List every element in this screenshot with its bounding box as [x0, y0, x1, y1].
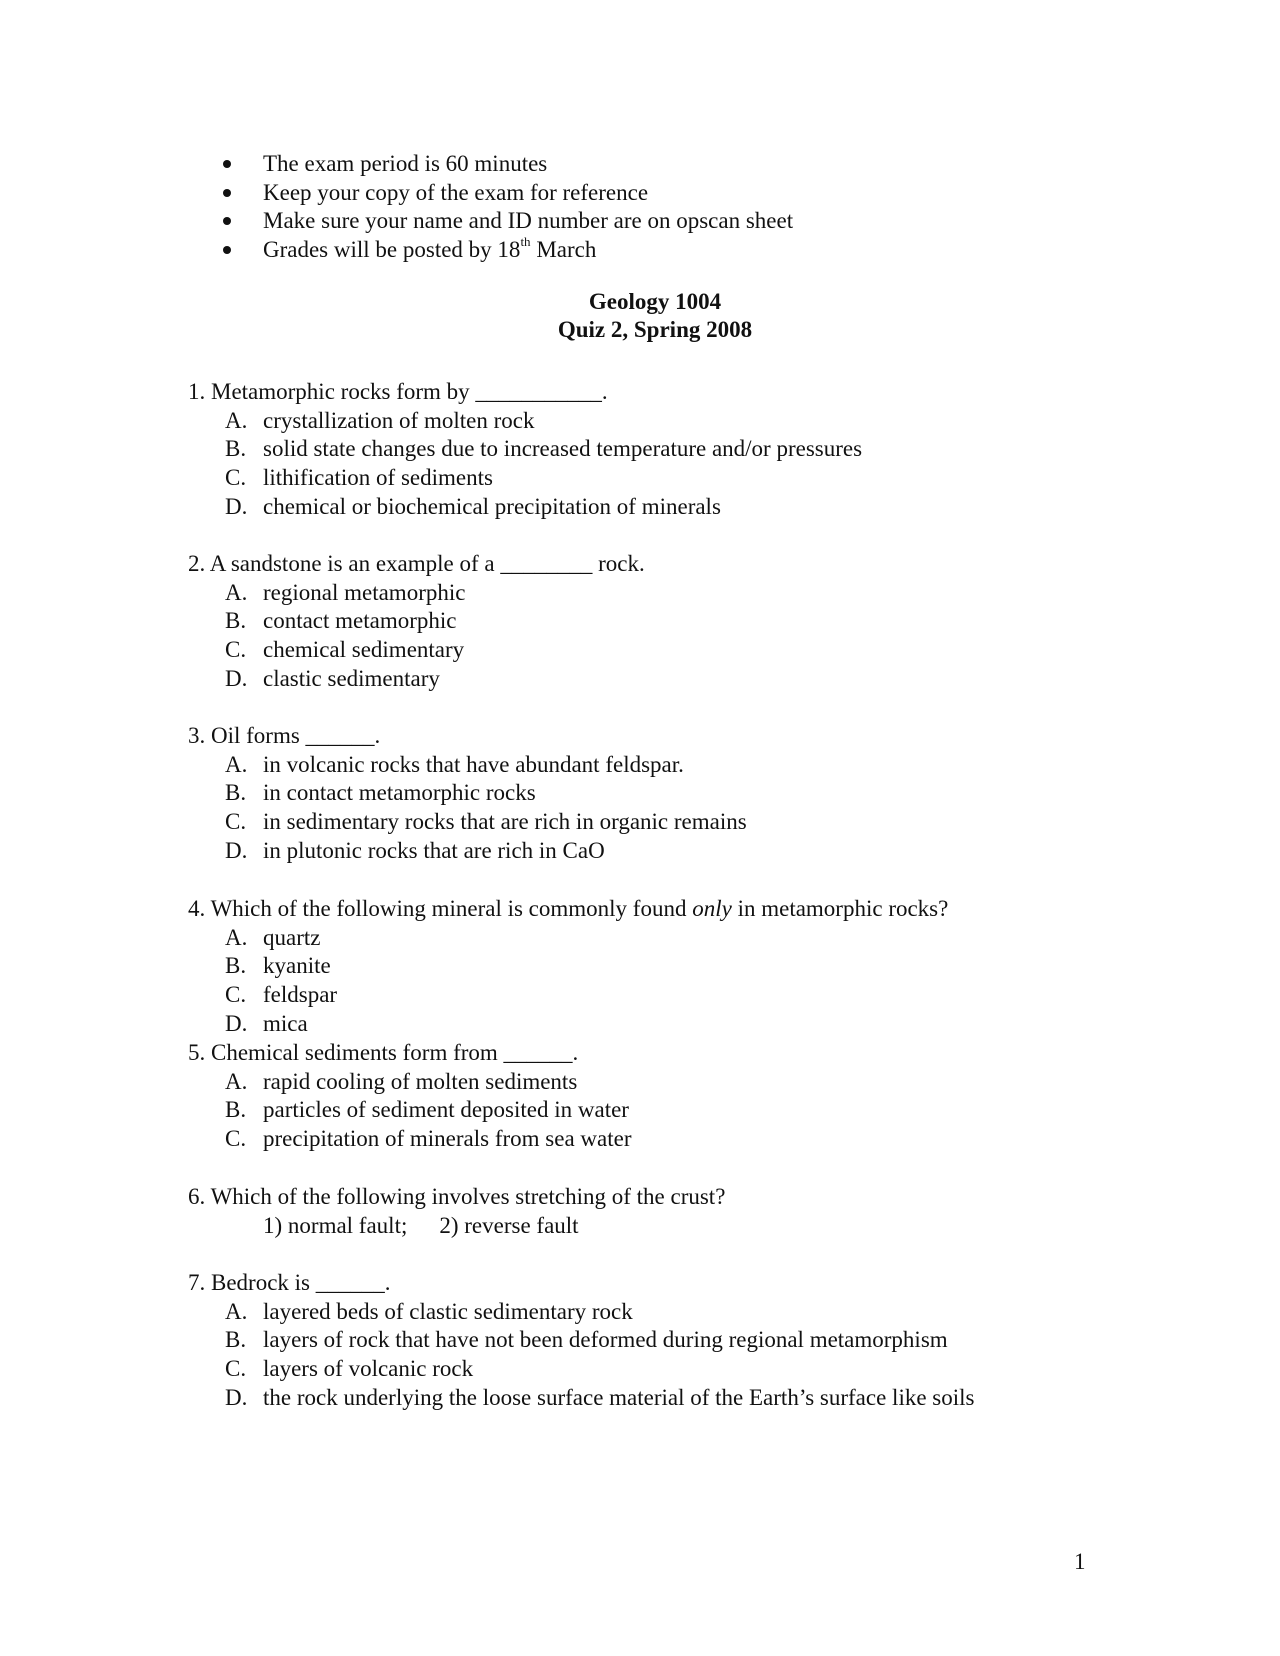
question-stem: 3. Oil forms ______.	[188, 723, 381, 748]
answer-option	[188, 924, 948, 953]
option-text: the rock underlying the loose surface material of the Earth’s surface like soils	[263, 1384, 975, 1410]
option-letter: C.	[225, 982, 247, 1008]
option-letter: C.	[225, 637, 247, 663]
answer-option	[188, 1355, 974, 1384]
bullet-icon	[223, 217, 231, 225]
option-text: layers of rock that have not been deformed during regional metamorphism	[263, 1327, 948, 1353]
question-stem: 7. Bedrock is ______.	[188, 1270, 391, 1295]
answer-option	[188, 407, 862, 436]
course-title: Geology 1004	[588, 289, 722, 314]
emphasis-text: only	[692, 896, 732, 921]
option-text: chemical or biochemical precipitation of minerals	[263, 493, 721, 519]
option-text: in sedimentary rocks that are rich in organic remains	[263, 809, 747, 835]
option-letter: D.	[225, 1384, 248, 1410]
answer-option	[188, 837, 747, 866]
option-letter: D.	[225, 1010, 248, 1036]
option-letter: A.	[225, 579, 248, 605]
option-text: layered beds of clastic sedimentary rock	[263, 1298, 633, 1324]
question-2	[188, 550, 645, 693]
answer-option	[188, 636, 645, 665]
answer-option	[188, 579, 645, 608]
option-text: solid state changes due to increased temperature and/or pressures	[263, 436, 863, 462]
option-letter: C.	[225, 1126, 247, 1152]
question-stem: 1. Metamorphic rocks form by ___________.	[188, 379, 608, 404]
bullet-icon	[223, 160, 231, 168]
question-6	[188, 1183, 725, 1240]
option-letter: A.	[225, 751, 248, 777]
option-letter: D.	[225, 665, 248, 691]
answer-option	[188, 808, 747, 837]
option-text: particles of sediment deposited in water	[263, 1097, 629, 1123]
option-letter: A.	[225, 1068, 248, 1094]
answer-option	[188, 1010, 948, 1039]
option-letter: D.	[225, 493, 248, 519]
question-4	[188, 895, 948, 1038]
instruction-item: Grades will be posted by 18th March	[223, 236, 793, 265]
option-letter: C.	[225, 1356, 247, 1382]
option-text: feldspar	[263, 982, 338, 1008]
answer-option	[188, 607, 645, 636]
option-text: precipitation of minerals from sea water	[263, 1126, 632, 1152]
option-text: in plutonic rocks that are rich in CaO	[263, 837, 605, 863]
answer-option	[188, 1326, 974, 1355]
answer-option	[188, 779, 747, 808]
option-text: chemical sedimentary	[263, 637, 465, 663]
page-number: 1	[1074, 1549, 1086, 1574]
answer-option	[188, 981, 948, 1010]
answer-option	[188, 952, 948, 981]
option-letter: B.	[225, 1327, 247, 1353]
option-text: contact metamorphic	[263, 608, 457, 634]
answer-option	[188, 464, 862, 493]
question-1	[188, 378, 862, 521]
option-letter: B.	[225, 436, 247, 462]
option-letter: C.	[225, 465, 247, 491]
option-text: mica	[263, 1010, 308, 1036]
question-7	[188, 1269, 974, 1412]
option-letter: A.	[225, 407, 248, 433]
option-letter: A.	[225, 1298, 248, 1324]
answer-option	[188, 1096, 632, 1125]
option-letter: B.	[225, 780, 247, 806]
option-letter: D.	[225, 837, 248, 863]
option-letter: B.	[225, 608, 247, 634]
option-text: rapid cooling of molten sediments	[263, 1068, 578, 1094]
bullet-icon	[223, 246, 231, 254]
instruction-item: The exam period is 60 minutes	[223, 150, 793, 179]
answer-option	[188, 1068, 632, 1097]
fault-choices	[188, 1212, 725, 1241]
question-5	[188, 1039, 632, 1154]
choice-normal-fault: 1) normal fault;	[263, 1212, 408, 1238]
answer-option	[188, 1125, 632, 1154]
question-stem: 6. Which of the following involves stretching of the crust?	[188, 1184, 726, 1209]
instructions-list	[223, 150, 793, 265]
instruction-item: Keep your copy of the exam for reference	[223, 179, 793, 208]
quiz-title: Quiz 2, Spring 2008	[557, 317, 753, 342]
question-stem: 2. A sandstone is an example of a ________ rock.	[188, 551, 645, 576]
option-text: lithification of sediments	[263, 465, 493, 491]
instruction-item: Make sure your name and ID number are on opscan sheet	[223, 207, 793, 236]
answer-option	[188, 435, 862, 464]
ordinal-suffix: th	[520, 234, 531, 250]
option-text: layers of volcanic rock	[263, 1356, 474, 1382]
option-letter: B.	[225, 953, 247, 979]
option-letter: B.	[225, 1097, 247, 1123]
question-stem: 4. Which of the following mineral is commonly found only in metamorphic rocks?	[188, 896, 949, 921]
option-text: kyanite	[263, 953, 331, 979]
question-stem: 5. Chemical sediments form from ______.	[188, 1040, 579, 1065]
answer-option	[188, 1298, 974, 1327]
option-text: in volcanic rocks that have abundant feldspar.	[263, 751, 684, 777]
answer-option	[188, 493, 862, 522]
option-text: in contact metamorphic rocks	[263, 780, 536, 806]
option-letter: A.	[225, 924, 248, 950]
option-text: regional metamorphic	[263, 579, 466, 605]
option-letter: C.	[225, 809, 247, 835]
answer-option	[188, 665, 645, 694]
option-text: crystallization of molten rock	[263, 407, 535, 433]
choice-reverse-fault: 2) reverse fault	[439, 1212, 579, 1238]
option-text: quartz	[263, 924, 321, 950]
option-text: clastic sedimentary	[263, 665, 440, 691]
answer-option	[188, 1384, 974, 1413]
bullet-icon	[223, 189, 231, 197]
question-3	[188, 722, 747, 865]
answer-option	[188, 751, 747, 780]
